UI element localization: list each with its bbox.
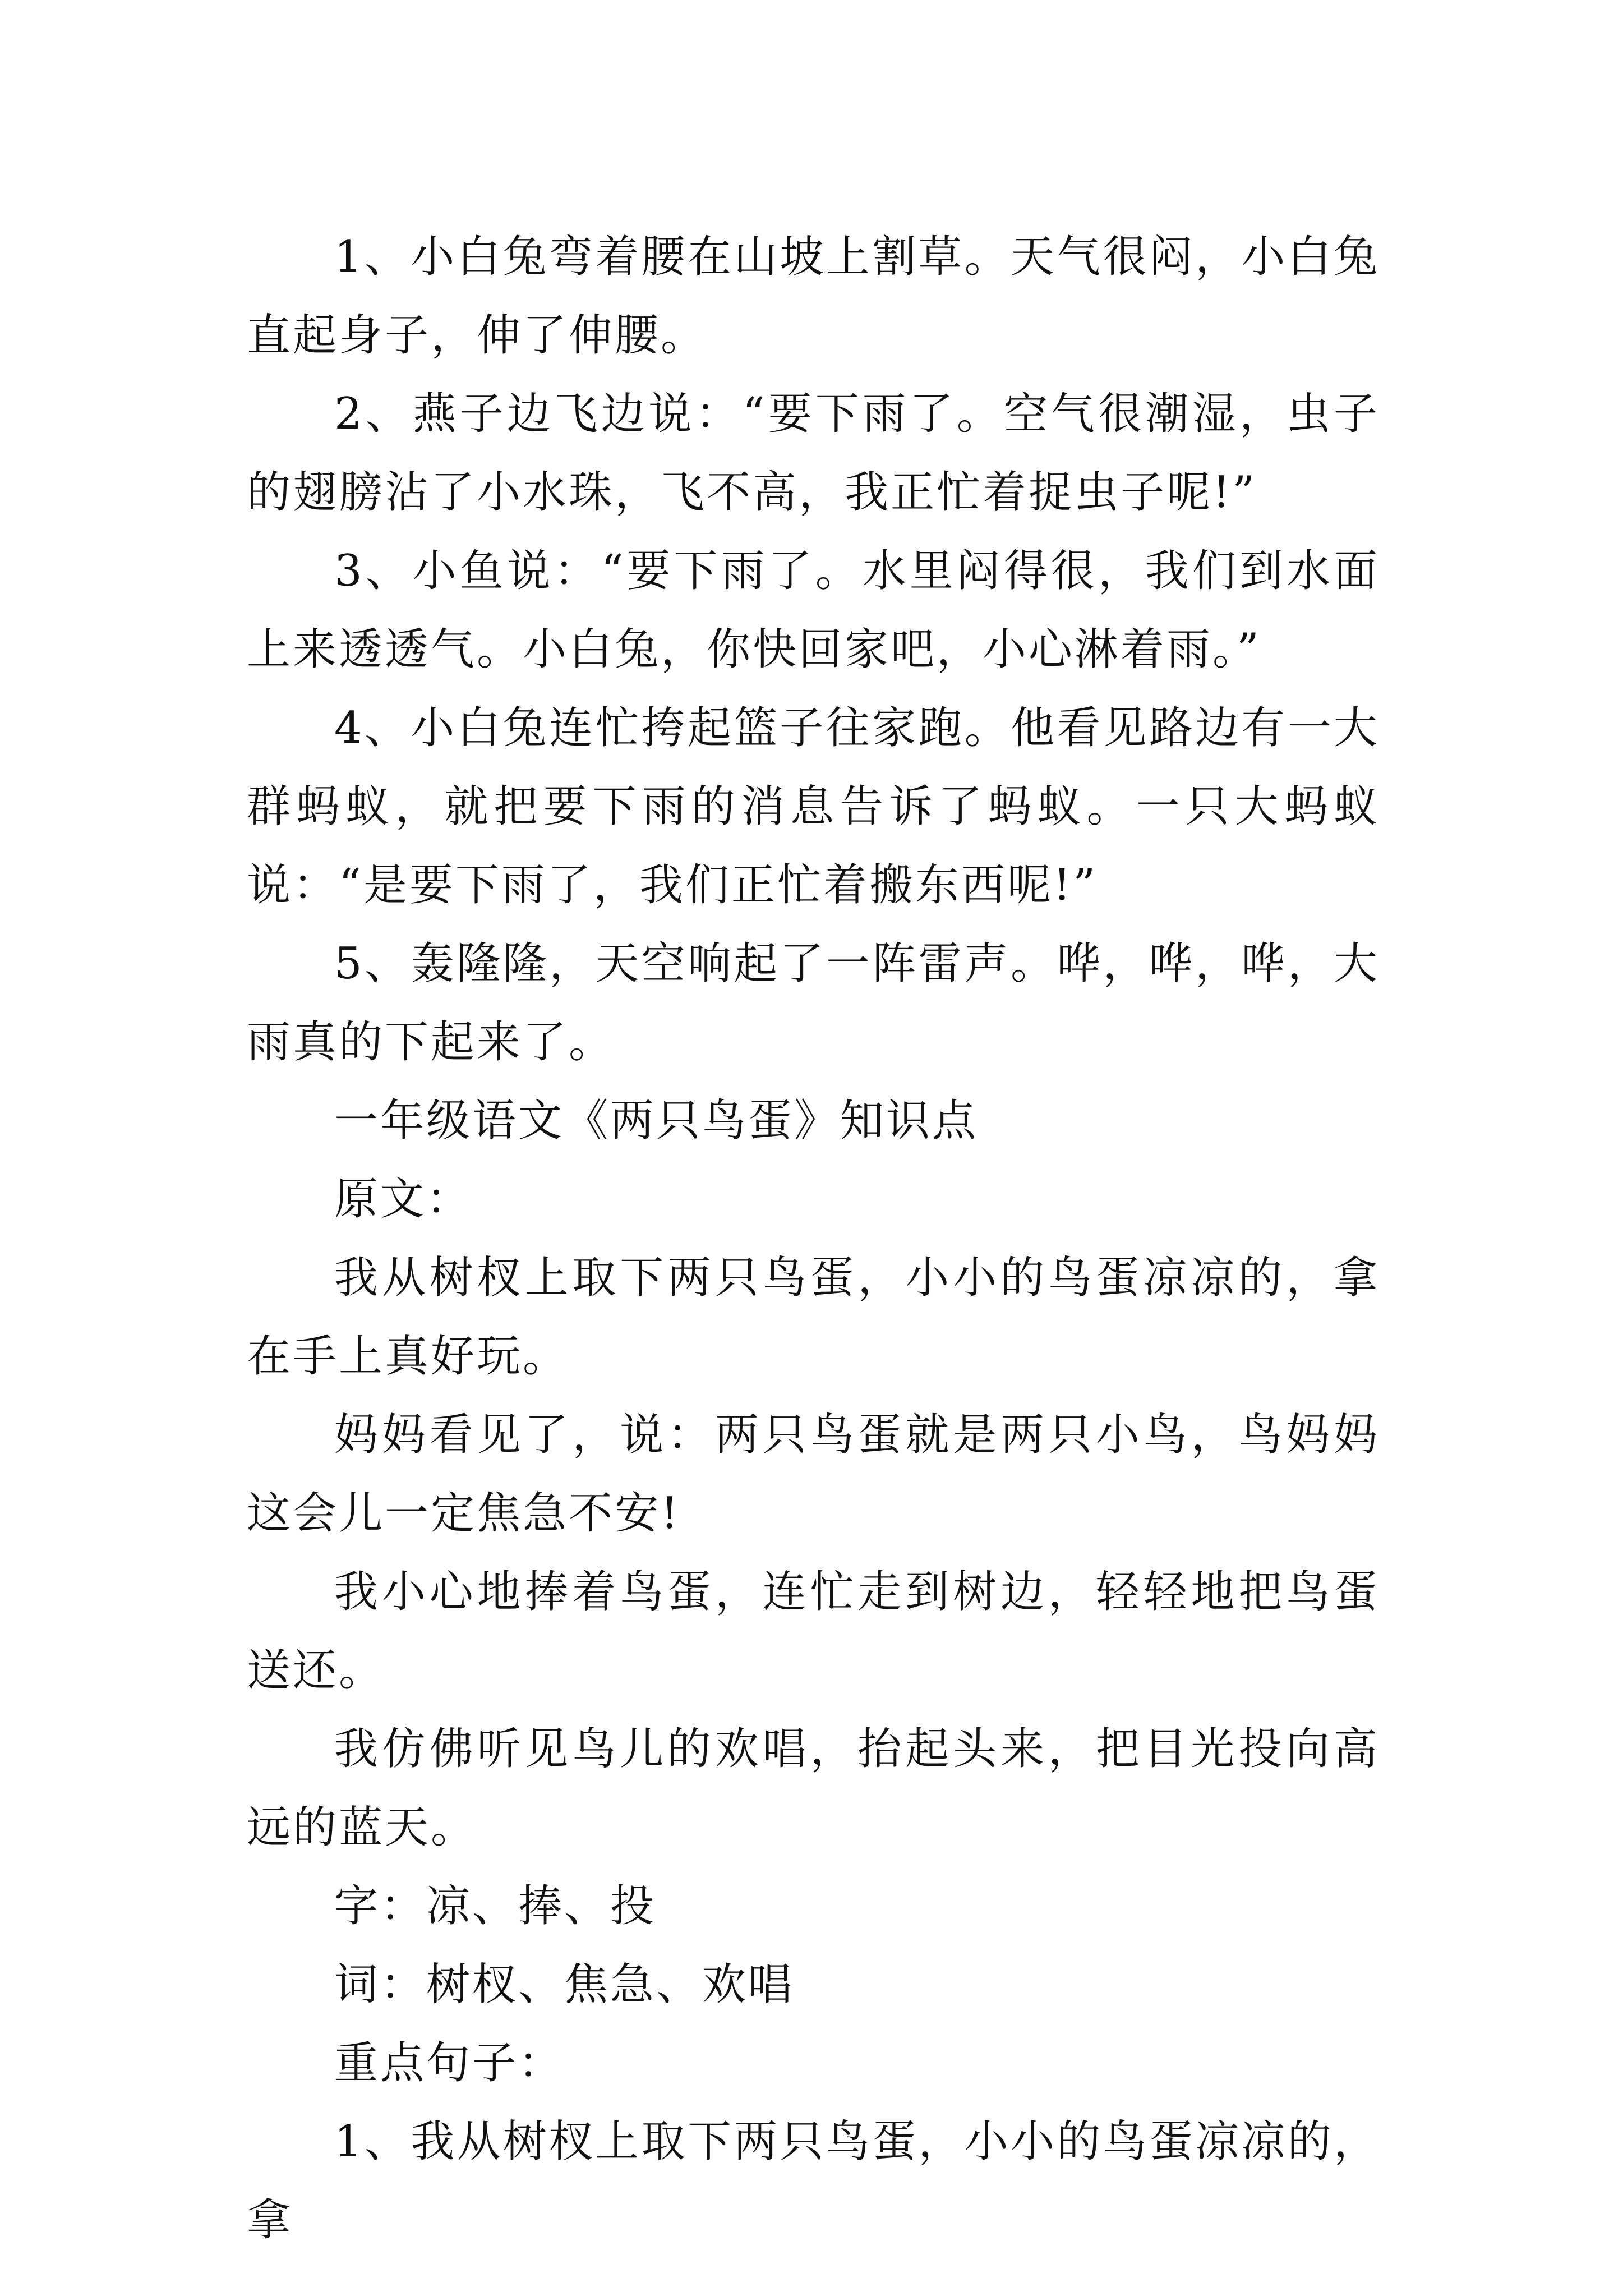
characters-list: 字：凉、捧、投: [334, 1881, 657, 1931]
paragraph-return-eggs: 我小心地捧着鸟蛋，连忙走到树边，轻轻地把鸟蛋送还。: [247, 1567, 1380, 1696]
document-body: [247, 218, 1380, 2260]
paragraph-rain-falls: 5、轰隆隆，天空响起了一阵雷声。哗，哗，哗，大雨真的下起来了。: [247, 938, 1380, 1068]
paragraph-swallow-says: 2、燕子边飞边说：“要下雨了。空气很潮湿，虫子的翅膀沾了小水珠，飞不高，我正忙着捉虫子呢!”: [247, 389, 1380, 518]
paragraph-mother-says: 妈妈看见了，说：两只鸟蛋就是两只小鸟，鸟妈妈这会儿一定焦急不安!: [247, 1410, 1380, 1539]
paragraph-ants-moving: 4、小白兔连忙挎起篮子往家跑。他看见路边有一大群蚂蚁，就把要下雨的消息告诉了蚂蚁。一只大蚂蚁说：“是要下雨了，我们正忙着搬东西呢!”: [247, 703, 1380, 910]
words-list: 词：树杈、焦急、欢唱: [334, 1959, 795, 2010]
paragraph-look-at-sky: 我仿佛听见鸟儿的欢唱，抬起头来，把目光投向高远的蓝天。: [247, 1724, 1380, 1853]
paragraph-rabbit-cutting-grass: 1、小白兔弯着腰在山坡上割草。天气很闷，小白兔直起身子，伸了伸腰。: [247, 232, 1380, 361]
paragraph-take-eggs: 我从树杈上取下两只鸟蛋，小小的鸟蛋凉凉的，拿在手上真好玩。: [247, 1253, 1380, 1382]
paragraph-fish-says: 3、小鱼说：“要下雨了。水里闷得很，我们到水面上来透透气。小白兔，你快回家吧，小心淋着雨。”: [247, 546, 1380, 675]
section-title-two-bird-eggs: 一年级语文《两只鸟蛋》知识点: [334, 1096, 979, 1146]
key-sentence-1: 1、我从树杈上取下两只鸟蛋，小小的鸟蛋凉凉的，拿: [247, 2116, 1380, 2246]
original-text-label: 原文：: [334, 1174, 473, 1225]
key-sentences-label: 重点句子：: [334, 2038, 565, 2088]
